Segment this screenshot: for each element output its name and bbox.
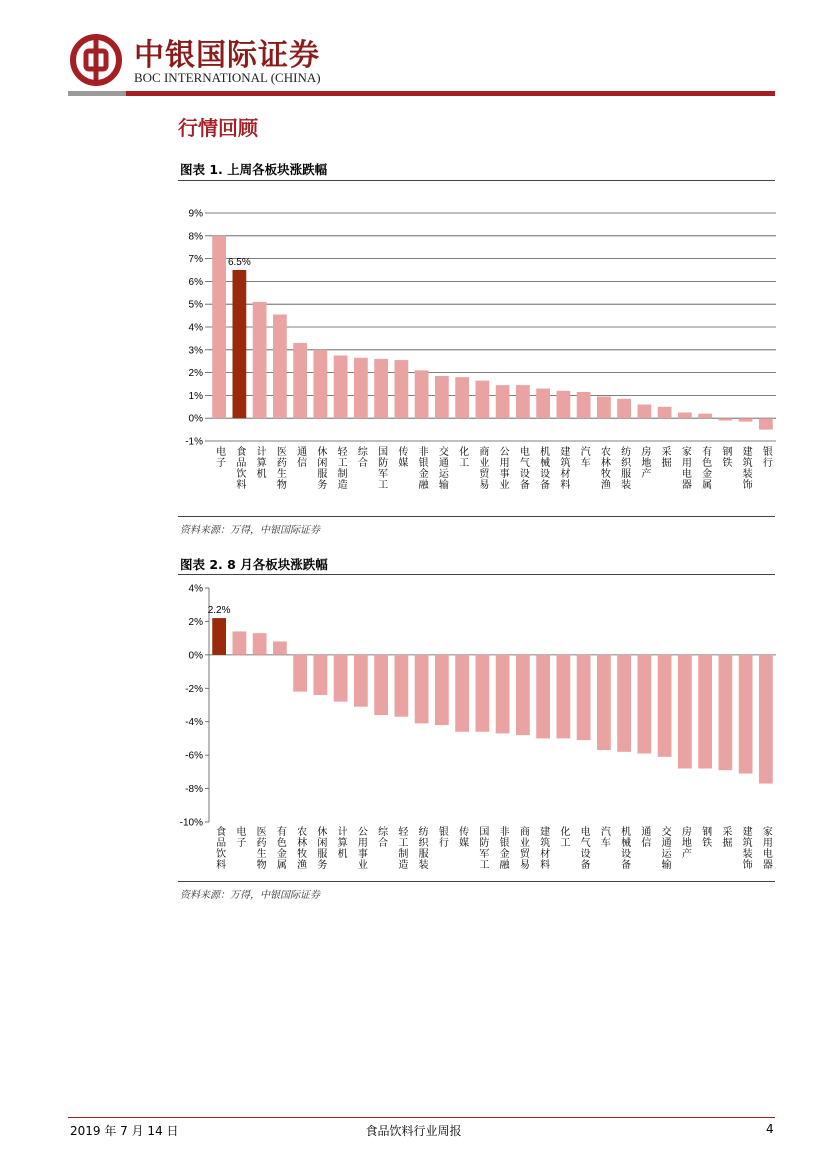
bar-公用事业 xyxy=(354,655,368,707)
category-label: 综合 xyxy=(355,446,367,468)
bar-机械设备 xyxy=(617,655,631,752)
y-tick-label: -4% xyxy=(185,717,203,729)
category-label: 交通运输 xyxy=(659,826,671,870)
y-tick-label: 3% xyxy=(188,345,203,357)
bar-采掘 xyxy=(718,655,732,770)
bar-电气设备 xyxy=(577,655,591,740)
bar-家用电器 xyxy=(759,655,773,784)
figure-1-source: 资料来源：万得，中银国际证券 xyxy=(180,525,320,536)
footer-page-number: 4 xyxy=(766,1122,774,1136)
y-tick-label: 4% xyxy=(188,583,203,595)
bar-传媒 xyxy=(455,655,469,732)
category-label: 商业贸易 xyxy=(476,446,488,490)
category-label: 银行 xyxy=(760,446,772,468)
category-label: 房地产 xyxy=(638,446,650,479)
category-label: 化工 xyxy=(456,446,468,468)
footer-date: 2019 年 7 月 14 日 xyxy=(70,1124,179,1138)
y-tick-label: -2% xyxy=(185,683,203,695)
y-tick-label: 4% xyxy=(188,322,203,334)
figure-2-source: 资料来源：万得，中银国际证券 xyxy=(180,890,320,901)
category-label: 化工 xyxy=(557,826,569,848)
figure-1-title: 图表 1. 上周各板块涨跌幅 xyxy=(180,162,328,177)
bar-电子 xyxy=(232,631,246,654)
category-label: 纺织服装 xyxy=(416,826,428,870)
y-tick-label: 7% xyxy=(188,254,203,266)
category-label: 医药生物 xyxy=(254,826,266,870)
y-tick-label: -1% xyxy=(185,436,203,448)
bar-有色金属 xyxy=(273,641,287,654)
figure-2-title: 图表 2. 8 月各板块涨跌幅 xyxy=(180,557,328,572)
category-label: 建筑装饰 xyxy=(740,826,752,870)
category-label: 通信 xyxy=(638,826,650,848)
y-tick-label: 2% xyxy=(188,616,203,628)
footer-divider xyxy=(68,1117,775,1118)
category-label: 非银金融 xyxy=(416,446,428,490)
y-tick-label: 0% xyxy=(188,413,203,425)
category-label: 轻工制造 xyxy=(335,446,347,490)
y-tick-label: 5% xyxy=(188,299,203,311)
category-label: 医药生物 xyxy=(274,446,286,490)
bar-食品饮料 xyxy=(212,618,226,655)
bar-纺织服装 xyxy=(415,655,429,724)
category-label: 电子 xyxy=(213,446,225,468)
bar-通信 xyxy=(637,655,651,754)
bar-非银金融 xyxy=(496,655,510,734)
category-label: 建筑材料 xyxy=(537,826,549,870)
category-label: 机械设备 xyxy=(618,826,630,870)
category-label: 国防军工 xyxy=(375,446,387,490)
category-label: 电气设备 xyxy=(517,446,529,490)
category-label: 休闲服务 xyxy=(314,826,326,870)
category-label: 建筑装饰 xyxy=(740,446,752,490)
y-tick-label: -6% xyxy=(185,750,203,762)
category-label: 通信 xyxy=(294,446,306,468)
category-label: 钢铁 xyxy=(719,446,731,468)
bar-建筑材料 xyxy=(536,655,550,739)
category-label: 电子 xyxy=(233,826,245,848)
category-label: 银行 xyxy=(436,826,448,848)
bar-休闲服务 xyxy=(313,655,327,695)
bar-汽车 xyxy=(597,655,611,750)
y-tick-label: 0% xyxy=(188,650,203,662)
category-label: 计算机 xyxy=(335,826,347,859)
bar-建筑装饰 xyxy=(739,655,753,774)
category-label: 钢铁 xyxy=(699,826,711,848)
section-title: 行情回顾 xyxy=(178,116,258,140)
y-tick-label: -8% xyxy=(185,784,203,796)
category-label: 家用电器 xyxy=(760,826,772,870)
category-label: 家用电器 xyxy=(679,446,691,490)
category-label: 采掘 xyxy=(659,446,671,468)
category-label: 机械设备 xyxy=(537,446,549,490)
category-label: 有色金属 xyxy=(274,826,286,870)
category-label: 国防军工 xyxy=(476,826,488,870)
category-label: 商业贸易 xyxy=(517,826,529,870)
bar-房地产 xyxy=(678,655,692,769)
category-label: 食品饮料 xyxy=(213,826,225,870)
bar-国防军工 xyxy=(475,655,489,732)
category-label: 交通运输 xyxy=(436,446,448,490)
y-tick-label: 1% xyxy=(188,390,203,402)
data-label: 6.5% xyxy=(227,257,251,268)
y-tick-label: 6% xyxy=(188,276,203,288)
footer-report-name: 食品饮料行业周报 xyxy=(365,1124,462,1138)
category-label: 农林牧渔 xyxy=(598,446,610,490)
bar-农林牧渔 xyxy=(293,655,307,692)
category-label: 电气设备 xyxy=(578,826,590,870)
bar-交通运输 xyxy=(658,655,672,757)
category-label: 公用事业 xyxy=(355,826,367,870)
bar-综合 xyxy=(374,655,388,715)
bar-医药生物 xyxy=(253,633,267,655)
bar-商业贸易 xyxy=(516,655,530,735)
bar-钢铁 xyxy=(698,655,712,769)
category-label: 传媒 xyxy=(456,826,468,848)
category-label: 采掘 xyxy=(719,826,731,848)
category-label: 公用事业 xyxy=(497,446,509,490)
y-tick-label: -10% xyxy=(179,817,203,829)
category-label: 建筑材料 xyxy=(557,446,569,490)
y-tick-label: 8% xyxy=(188,231,203,243)
figure-2-bottom-rule xyxy=(178,881,775,882)
bar-化工 xyxy=(556,655,570,739)
category-label: 计算机 xyxy=(254,446,266,479)
y-tick-label: 2% xyxy=(188,368,203,380)
category-label: 非银金融 xyxy=(497,826,509,870)
category-label: 有色金属 xyxy=(699,446,711,490)
bar-计算机 xyxy=(334,655,348,702)
category-label: 汽车 xyxy=(598,826,610,848)
category-label: 农林牧渔 xyxy=(294,826,306,870)
category-label: 纺织服装 xyxy=(618,446,630,490)
bar-轻工制造 xyxy=(394,655,408,717)
category-label: 综合 xyxy=(375,826,387,848)
brand-name-en: BOC INTERNATIONAL (CHINA) xyxy=(134,70,321,85)
bar-银行 xyxy=(435,655,449,725)
category-label: 食品饮料 xyxy=(233,446,245,490)
category-label: 传媒 xyxy=(395,446,407,468)
category-label: 汽车 xyxy=(578,446,590,468)
category-label: 房地产 xyxy=(679,826,691,859)
y-tick-label: 9% xyxy=(188,208,203,220)
category-label: 休闲服务 xyxy=(314,446,326,490)
category-label: 轻工制造 xyxy=(395,826,407,870)
data-label: 2.2% xyxy=(207,605,231,617)
brand-name-cn: 中银国际证券 xyxy=(134,38,320,73)
